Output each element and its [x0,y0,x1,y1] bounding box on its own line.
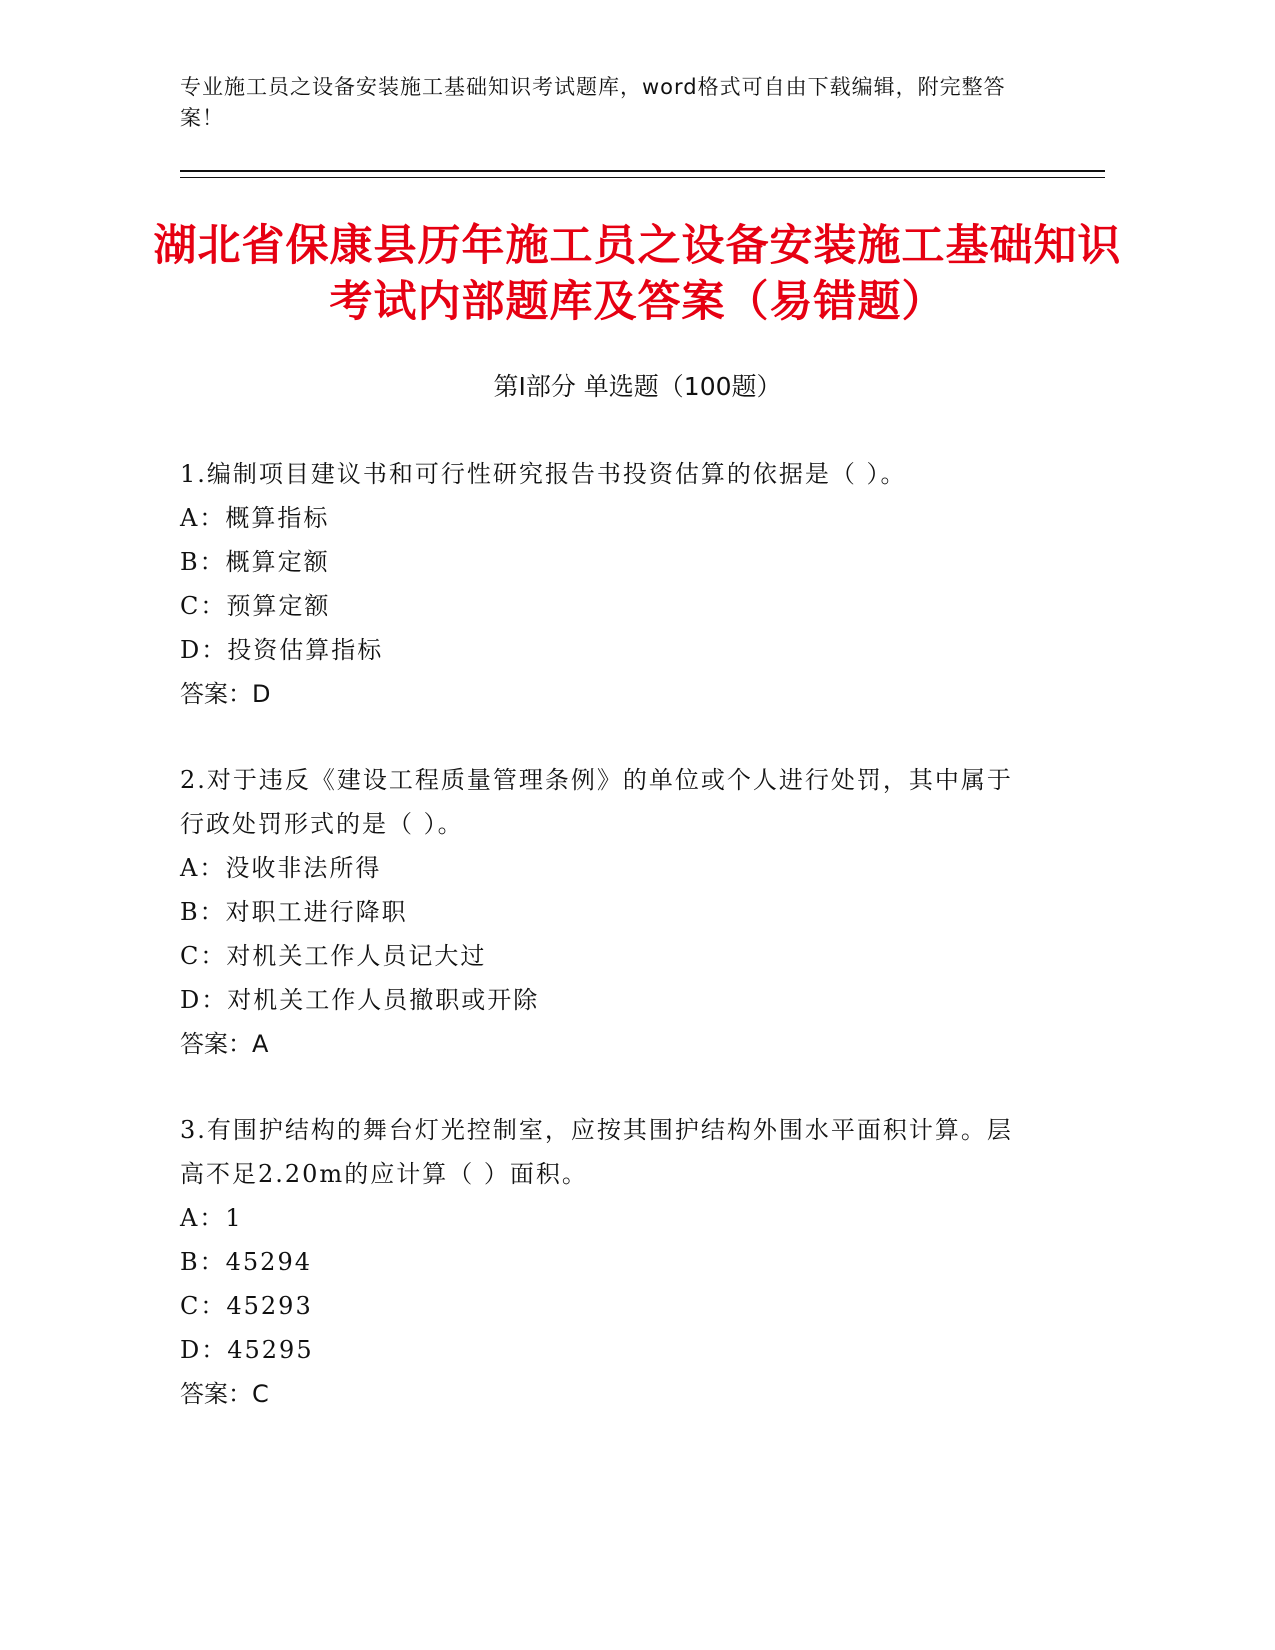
header-divider-thick [180,170,1105,172]
answer: 答案：C [180,1380,269,1408]
answer: 答案：A [180,1030,269,1058]
document-title: 湖北省保康县历年施工员之设备安装施工基础知识考试内部题库及答案（易错题） [153,221,1122,327]
option-d: D：45295 [180,1336,314,1364]
option-b: B：对职工进行降职 [180,898,408,926]
question-stem: 3.有围护结构的舞台灯光控制室，应按其围护结构外围水平面积计算。层高不足2.20m的应计算（ ）面积。 [180,1116,1013,1188]
option-c: C：预算定额 [180,592,331,620]
question-stem: 1.编制项目建议书和可行性研究报告书投资估算的依据是（ ）。 [180,460,907,488]
option-a: A：没收非法所得 [180,854,382,882]
option-c: C：45293 [180,1292,313,1320]
question-stem: 2.对于违反《建设工程质量管理条例》的单位或个人进行处罚，其中属于行政处罚形式的是（ ）。 [180,766,1013,838]
question-list [180,452,1030,1458]
option-c: C：对机关工作人员记大过 [180,942,487,970]
question-3 [180,1108,1030,1416]
answer: 答案：D [180,680,271,708]
option-a: A：1 [180,1204,243,1232]
option-a: A：概算指标 [180,504,330,532]
question-2 [180,758,1030,1066]
option-b: B：概算定额 [180,548,330,576]
option-b: B：45294 [180,1248,312,1276]
option-d: D：投资估算指标 [180,636,384,664]
header-note: 专业施工员之设备安装施工基础知识考试题库，word格式可自由下载编辑，附完整答案！ [180,75,1006,130]
option-d: D：对机关工作人员撤职或开除 [180,986,540,1014]
section-title: 第Ⅰ部分 单选题（100题） [493,372,782,401]
header-divider-thin [180,177,1105,178]
question-1 [180,452,1030,716]
